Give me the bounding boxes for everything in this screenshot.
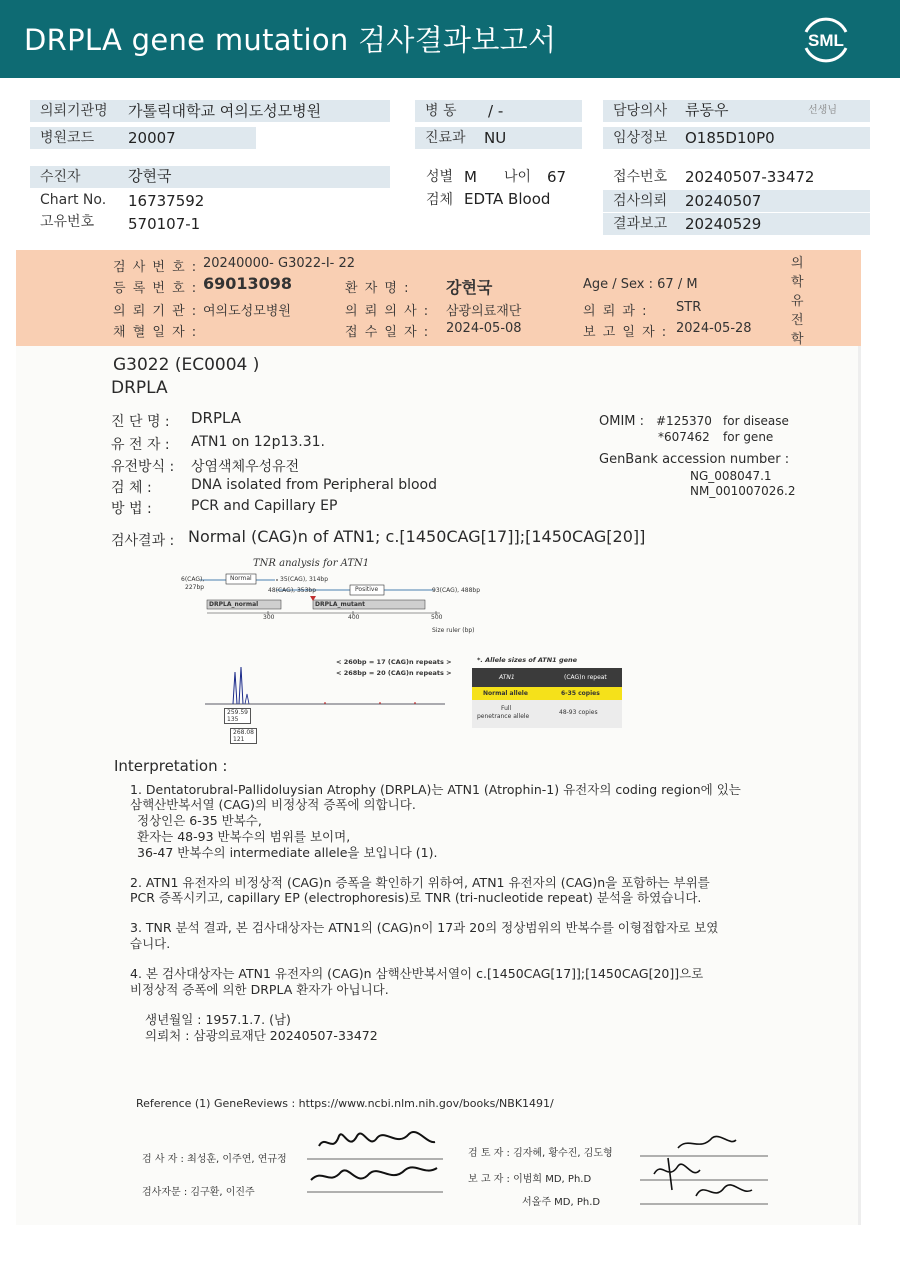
exam-no-value: 20240000- G3022-I- 22 [203,256,356,271]
row-2-allele-1: Full [501,705,512,712]
row-1-allele: Normal allele [483,690,528,697]
side-char-5: 학 [791,332,804,347]
inst-value: 여의도성모병원 [203,304,291,319]
scan-doctor-label: 의 뢰 의 사 : [345,304,430,319]
interp-line-1: 1. Dentatorubral-Pallidoluysian Atrophy (DRPLA)는 ATN1 (Atrophin-1) 유전자의 coding region에 있는 [130,782,741,797]
size-ruler-label: Size ruler (bp) [432,627,475,634]
reporter-2: 서올주 MD, Ph.D [522,1197,601,1208]
method-label: 방 법 : [111,501,152,517]
repeat-2: < 268bp = 20 (CAG)n repeats > [336,669,452,677]
row-1-copies: 6-35 copies [561,690,600,697]
logo-text: SML [808,31,844,50]
row-2-allele-2: penetrance allele [477,713,530,720]
scan-report-label: 보 고 일 자 : [583,325,668,340]
interp-line-3: 정상인은 6-35 반복수, [137,813,262,828]
interp-line-2: 삼핵산반복서열 (CAG)의 비정상적 증폭에 의합니다. [130,797,416,812]
scan-doctor-value: 삼광의료재단 [446,304,522,319]
report-title: DRPLA gene mutation 검사결과보고서 [24,23,557,57]
tick-300: 300 [263,614,275,621]
scan-dept-value: STR [676,300,702,315]
hospital-code-label: 병원코드 [30,127,256,149]
clinical-label: 임상정보 [603,127,870,149]
side-char-4: 전 [791,313,804,328]
positive-box-label: Positive [355,586,379,593]
scan-receipt-value: 2024-05-08 [446,321,522,336]
specimen-label: 검체 [426,192,454,208]
clinical-value: O185D10P0 [685,129,775,147]
doctor-suffix: 선생님 [808,105,837,116]
result-value: Normal (CAG)n of ATN1; c.[1450CAG[17]];[1450CAG[20]] [188,527,646,546]
doctor-label: 담당의사 [603,100,870,122]
unique-value: 570107-1 [128,215,201,233]
side-char-3: 유 [791,294,804,309]
request-label: 검사의뢰 [603,190,870,212]
mid-label: 35(CAG), 314bp [280,576,329,583]
table-head-1: ATN1 [499,674,515,681]
test-name: DRPLA [111,378,168,398]
side-char-2: 학 [791,275,804,290]
reporter: 보 고 자 : 이범희 MD, Ph.D [468,1174,592,1185]
result-label: 검사결과 : [111,533,175,549]
ward-value: / - [488,102,504,120]
electropherogram [205,664,445,708]
mid-label-2: 48(CAG), 353bp [268,587,317,594]
tester-signature [305,1124,445,1196]
allele-table-title: *. Allele sizes of ATN1 gene [477,656,578,664]
scan-patient-label: 환 자 명 : [345,281,410,296]
interp-line-6: 2. ATN1 유전자의 비정상적 (CAG)n 증폭을 확인하기 위하여, ATN1 유전자의 (CAG)n을 포함하는 부위를 [130,875,710,890]
allele-table [472,668,622,728]
specimen-value: EDTA Blood [464,190,551,208]
dx-value: DRPLA [191,409,241,427]
hospital-code-value: 20007 [128,129,176,147]
interp-title: Interpretation : [114,757,228,775]
tick-500: 500 [431,614,443,621]
genbank-label: GenBank accession number : [599,452,790,467]
doctor-value: 류동우 [685,101,729,119]
ward-label: 병 동 [415,100,582,122]
consultants: 검사자문 : 김구환, 이진주 [142,1187,255,1198]
chart-value: 16737592 [128,192,205,210]
exam-no-label: 검 사 번 호 : [113,260,198,275]
age-value: 67 [547,168,567,186]
gene-value: ATN1 on 12p13.31. [191,434,325,450]
table-head-2: (CAG)n repeat [564,674,607,681]
left-label-2: 227bp [185,584,205,591]
omim-gene-note: for gene [723,430,774,444]
omim-label: OMIM : [599,414,645,429]
scan-report-value: 2024-05-28 [676,321,752,336]
age-sex: Age / Sex : 67 / M [583,277,698,292]
blood-label: 채 혈 일 자 : [113,325,198,340]
age-label: 나이 [504,169,532,185]
institution-value: 가톨릭대학교 여의도성모병원 [128,102,322,120]
scan-receipt-label: 접 수 일 자 : [345,325,430,340]
method-value: PCR and Capillary EP [191,498,338,514]
reviewer-signature [638,1130,770,1210]
sex-label: 성별 [426,169,454,185]
scan-dept-label: 의 뢰 과 : [583,304,648,319]
reviewers: 검 토 자 : 김자혜, 황수진, 김도형 [468,1148,613,1159]
inherit-value: 상염색체우성유전 [191,459,300,475]
peak-2-height: 121 [233,736,245,743]
omim-disease-note: for disease [723,414,789,428]
tick-400: 400 [348,614,360,621]
figure-title: TNR analysis for ATN1 [253,558,370,569]
interp-line-9: 습니다. [130,936,171,951]
spec-label: 검 체 : [111,480,152,496]
peak-1-size: 259.59 [227,709,248,716]
repeat-1: < 260bp = 17 (CAG)n repeats > [336,658,452,666]
receipt-value: 20240507-33472 [685,168,815,186]
report-value: 20240529 [685,215,762,233]
inherit-label: 유전방식 : [111,459,175,475]
testers: 검 사 자 : 최성훈, 이주연, 연규정 [142,1154,287,1165]
requester: 의뢰처 : 삼광의료재단 20240507-33472 [145,1028,378,1043]
request-value: 20240507 [685,192,762,210]
reg-no-value: 69013098 [203,274,293,293]
side-char-1: 의 [791,256,804,271]
peak-1-box [224,708,251,724]
interp-line-10: 4. 본 검사대상자는 ATN1 유전자의 (CAG)n 삼핵산반복서열이 c.[1450CAG[17]];[1450CAG[20]]으로 [130,966,704,981]
dept-value: NU [484,129,507,147]
genbank-2: NM_001007026.2 [690,484,796,498]
scan-patient-value: 강현국 [446,278,493,297]
bar-normal-label: DRPLA_normal [209,601,259,608]
omim-disease: #125370 [656,414,712,428]
chart-label: Chart No. [40,192,107,208]
sex-value: M [464,168,477,186]
normal-box-label: Normal [230,575,252,582]
birth-date: 생년월일 : 1957.1.7. (남) [145,1012,291,1027]
interp-line-8: 3. TNR 분석 결과, 본 검사대상자는 ATN1의 (CAG)n이 17과 20의 정상범위의 반복수를 이형접합자로 보였 [130,920,719,935]
row-2-copies: 48-93 copies [559,709,598,716]
reference: Reference (1) GeneReviews : https://www.ncbi.nlm.nih.gov/books/NBK1491/ [136,1097,554,1110]
omim-gene: *607462 [658,430,710,444]
gene-label: 유 전 자 : [111,437,170,453]
left-label-1: 6(CAG), [181,576,205,583]
peak-2-box [230,728,257,744]
inst-label: 의 뢰 기 관 : [113,304,198,319]
peak-1-height: 135 [227,716,239,723]
dx-label: 진 단 명 : [111,414,170,430]
sml-logo-icon [798,14,854,64]
unique-label: 고유번호 [40,214,95,230]
test-code: G3022 (EC0004 ) [113,355,260,375]
report-label: 결과보고 [603,213,870,235]
dept-label: 진료과 [415,127,582,149]
interp-line-11: 비정상적 증폭에 의한 DRPLA 환자가 아닙니다. [130,982,389,997]
reg-no-label: 등 록 번 호 : [113,281,198,296]
interp-line-7: PCR 증폭시키고, capillary EP (electrophoresis)로 TNR (tri-nucleotide repeat) 분석을 하였습니다. [130,890,702,905]
peak-2-size: 268.08 [233,729,254,736]
bar-mutant-label: DRPLA_mutant [315,601,366,608]
right-label: 93(CAG), 488bp [432,587,481,594]
patient-label: 수진자 [30,166,390,188]
genbank-1: NG_008047.1 [690,469,772,483]
interp-line-4: 환자는 48-93 반복수의 범위를 보이며, [137,829,351,844]
spec-value: DNA isolated from Peripheral blood [191,477,438,493]
institution-label: 의뢰기관명 [30,100,390,122]
patient-value: 강현국 [128,167,172,185]
receipt-label: 접수번호 [613,169,668,185]
interp-line-5: 36-47 반복수의 intermediate allele을 보입니다 (1). [137,845,438,860]
